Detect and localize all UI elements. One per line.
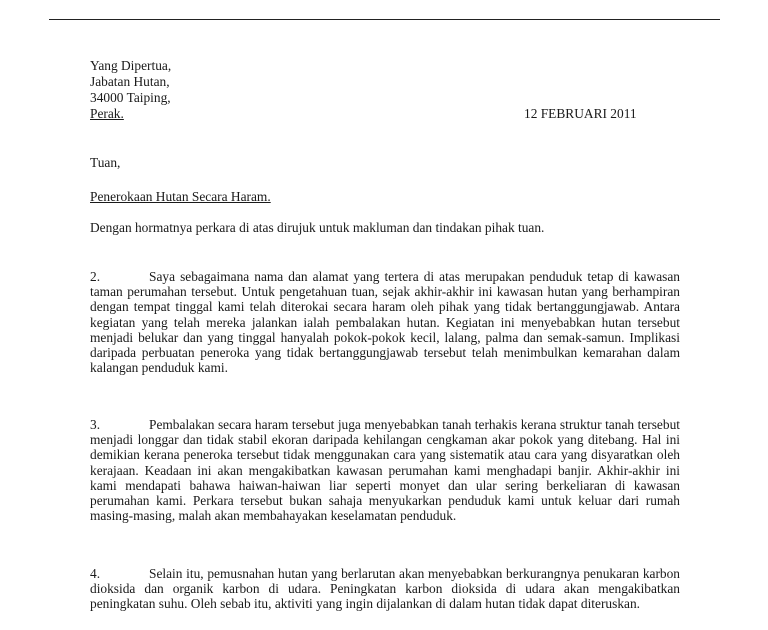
paragraph-text: Selain itu, pemusnahan hutan yang berlarutan akan menyebabkan berkurangnya penukaran karbon dioksida dan organik karbon di udara. Peningkatan karbon dioksida di udara akan mengakibatkan peningkatan suhu. Oleh sebab itu, aktiviti yang ingin dijalankan di dalam hutan tidak dapat diteruskan. [90,566,680,612]
address-line-2: Jabatan Hutan, [90,74,170,89]
address-line-3: 34000 Taiping, [90,90,171,105]
paragraph-3 [90,417,680,523]
paragraph-text: Pembalakan secara haram tersebut juga menyebabkan tanah terhakis kerana struktur tanah tersebut menjadi longgar dan tidak stabil ekoran daripada kehilangan cengkaman akar pokok yang ditebang. Hal ini demikian kerana peneroka tersebut tidak menggunakan cara yang sistematik atau cara yang disyaratkan oleh kerajaan. Keadaan ini akan mengakibatkan kawasan perumahan kami menghadapi banjir. Akhir-akhir ini kami mendapati bahawa haiwan-haiwan liar seperti monyet dan ular sering berkeliaran di kawasan perumahan kami. Perkara tersebut bukan sahaja menyukarkan penduduk kami untuk keluar dari rumah masing-masing, malah akan membahayakan keselamatan penduduk. [90,417,680,524]
paragraph-number: 2. [90,269,101,284]
paragraph-4 [90,566,680,612]
address-line-1: Yang Dipertua, [90,58,172,73]
address-line-4: Perak. [90,106,124,121]
subject-heading: Penerokaan Hutan Secara Haram. [90,189,271,204]
paragraph-text: Saya sebagaimana nama dan alamat yang tertera di atas merupakan penduduk tetap di kawasan taman perumahan tersebut. Untuk pengetahuan tuan, sejak akhir-akhir ini kawasan hutan yang berhampiran dengan tempat tinggal kami telah diterokai secara haram oleh pihak yang tidak bertanggungjawab. Antara kegiatan yang telah mereka jalankan ialah pembalakan hutan. Kegiatan ini menyebabkan hutan tersebut menjadi belukar dan yang tinggal hanyalah pokok-pokok kecil, lalang, palma dan semak-samun. Implikasi daripada perbuatan peneroka yang tidak bertanggungjawab tersebut telah menimbulkan kemarahan dalam kalangan penduduk kami. [90,269,680,376]
letter-date: 12 FEBRUARI 2011 [524,106,637,121]
salutation: Tuan, [90,155,121,170]
paragraph-2 [90,269,680,375]
intro-paragraph: Dengan hormatnya perkara di atas dirujuk untuk makluman dan tindakan pihak tuan. [90,220,545,235]
paragraph-number: 3. [90,417,101,432]
header-rule [49,19,720,20]
paragraph-number: 4. [90,566,101,581]
